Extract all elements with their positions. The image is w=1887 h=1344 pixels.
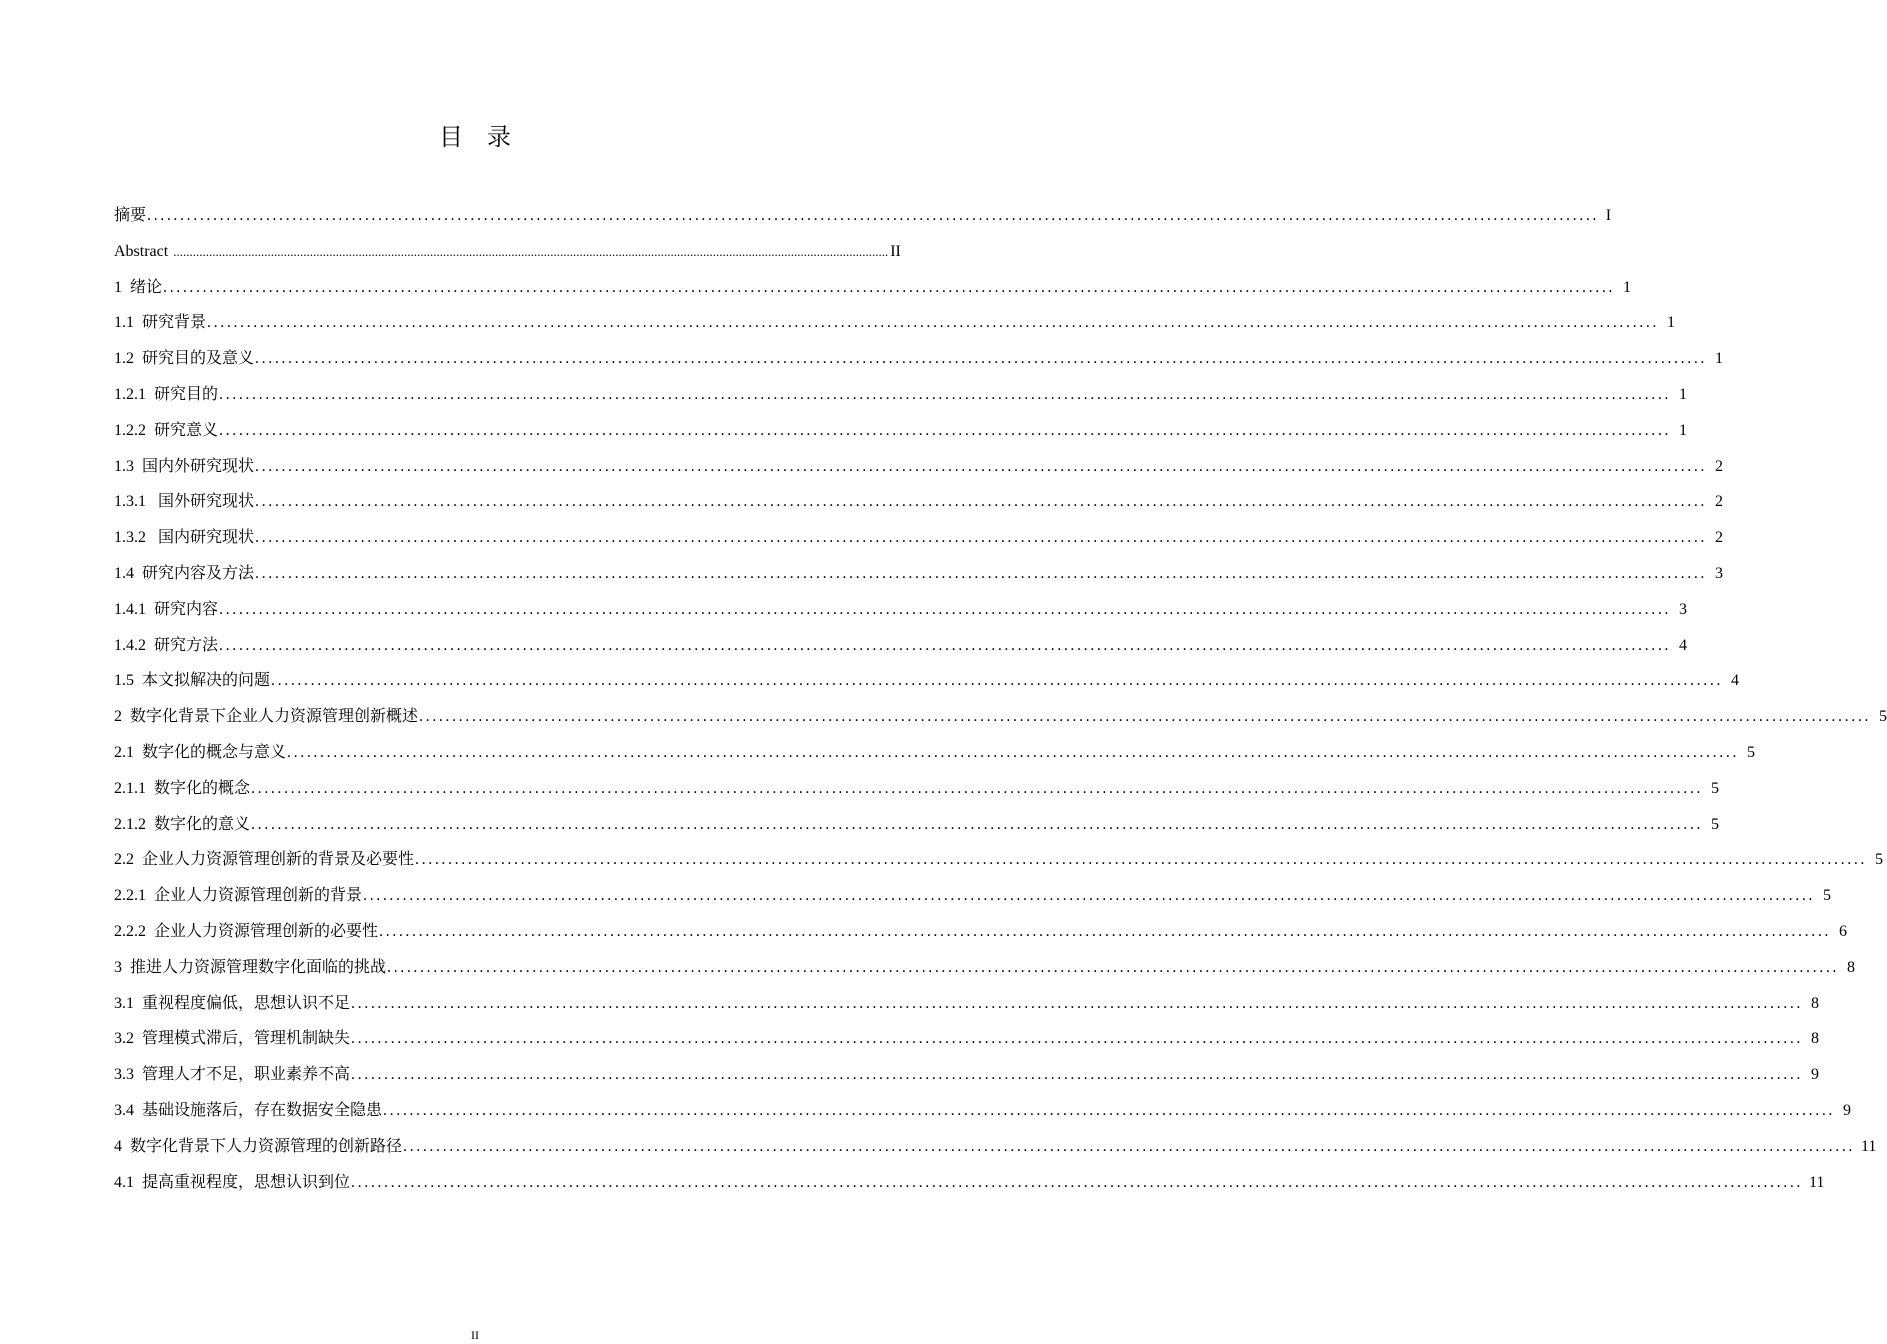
toc-entry-leader: ............................................................................................................................................................................................................................ [219, 600, 1672, 618]
toc-entry-title: 国外研究现状 [158, 493, 255, 511]
toc-entry-number: 1.4 [114, 564, 142, 582]
toc-entry-title: Abstract [114, 242, 173, 260]
toc-entry-page: 5 [1711, 815, 1720, 833]
toc-entry[interactable] [114, 878, 1832, 914]
toc-entry-page: 4 [1731, 672, 1740, 690]
toc-entry[interactable] [114, 305, 1676, 341]
toc-entry-title: 管理模式滞后，管理机制缺失 [142, 1030, 351, 1048]
toc-entry-number: 4 [114, 1137, 130, 1155]
page-title [0, 120, 950, 156]
toc-entry-page: 6 [1839, 922, 1848, 940]
toc-entry-number: 2 [114, 708, 130, 726]
toc-entry-page: 1 [1623, 278, 1632, 296]
toc-entry-number: 1.3.2 [114, 529, 158, 547]
toc-entry-page: 9 [1843, 1101, 1852, 1119]
title-part-1: 目 [439, 125, 463, 151]
toc-entry-page: 1 [1715, 350, 1724, 368]
toc-entry[interactable] [114, 592, 1688, 628]
toc-entry-number: 1.3.1 [114, 493, 158, 511]
toc-entry[interactable] [114, 699, 1887, 735]
toc-entry-title: 研究意义 [154, 421, 219, 439]
toc-entry-leader: ............................................................................................................................................................................................................................ [351, 994, 1804, 1012]
toc-entry-title: 推进人力资源管理数字化面临的挑战 [130, 958, 387, 976]
toc-entry-number: 2.1.2 [114, 815, 154, 833]
toc-entry-number: 2.2.1 [114, 887, 154, 905]
toc-entry-page: 5 [1823, 887, 1832, 905]
toc-entry-title: 重视程度偏低，思想认识不足 [142, 994, 351, 1012]
toc-entry-page: 2 [1715, 457, 1724, 475]
toc-entry-leader: ............................................................................................................................................................................................................................ [419, 708, 1872, 726]
toc-entry-page: 11 [1809, 1173, 1825, 1191]
toc-entry-leader: ............................................................................................................................................................................................................................ [383, 1101, 1836, 1119]
toc-entry-title: 国内外研究现状 [142, 457, 255, 475]
toc-entry-number: 1.2.1 [114, 385, 154, 403]
toc-entry-page: 11 [1861, 1137, 1877, 1155]
toc-entry[interactable] [114, 377, 1688, 413]
toc-entry[interactable] [114, 270, 1632, 306]
toc-entry-leader: ............................................................................................................................................................................................................................ [379, 922, 1832, 940]
toc-entry[interactable] [114, 234, 901, 270]
toc-entry-page: 1 [1679, 385, 1688, 403]
toc-entry-title: 企业人力资源管理创新的背景 [154, 887, 363, 905]
toc-entry-number: 1.5 [114, 672, 142, 690]
toc-entry-number: 1.1 [114, 314, 142, 332]
toc-entry-leader: ............................................................................................................................................................................................................................ [255, 457, 1708, 475]
toc-entry[interactable] [114, 1021, 1820, 1057]
toc-entry-page: 8 [1811, 1030, 1820, 1048]
toc-entry-page: 8 [1811, 994, 1820, 1012]
toc-entry[interactable] [114, 1057, 1820, 1093]
toc-entry-number: 1.4.2 [114, 636, 154, 654]
toc-entry-title: 管理人才不足，职业素养不高 [142, 1066, 351, 1084]
toc-entry[interactable] [114, 842, 1884, 878]
toc-entry-page: 9 [1811, 1066, 1820, 1084]
title-part-2: 录 [487, 125, 511, 151]
toc-entry-leader: ............................................................................................................................................................................................................................ [255, 350, 1708, 368]
toc-entry-page: 8 [1847, 958, 1856, 976]
toc-entry-leader: ............................................................................................................................................................................................................................ [255, 493, 1708, 511]
toc-entry-leader: ............................................................................................................................................................................................................................ [163, 278, 1616, 296]
toc-entry-number: 3.2 [114, 1030, 142, 1048]
toc-entry-title: 数字化背景下人力资源管理的创新路径 [130, 1137, 403, 1155]
toc-entry-title: 数字化的概念与意义 [142, 743, 287, 761]
toc-entry-number: 2.2 [114, 851, 142, 869]
footer-page-number: II [471, 1328, 479, 1342]
toc-entry-leader: ............................................................................................................................................................................................................................ [415, 851, 1868, 869]
toc-entry-leader: ............................................................................................................................................................................................................................ [147, 207, 1600, 224]
toc-entry-leader: ............................................................................................................................................................................................................................ [363, 887, 1816, 905]
toc-entry[interactable] [114, 735, 1756, 771]
toc-entry-number: 2.1.1 [114, 779, 154, 797]
toc-entry-title: 研究方法 [154, 636, 219, 654]
toc-entry-title: 研究背景 [142, 314, 207, 332]
toc-entry-number: 1.3 [114, 457, 142, 475]
toc-entry-page: 4 [1679, 636, 1688, 654]
toc-entry-leader: ............................................................................................................................................................................................................................ [255, 564, 1708, 582]
toc-entry-title: 摘要 [114, 207, 147, 224]
toc-entry-title: 研究内容 [154, 600, 219, 618]
toc-entry-title: 企业人力资源管理创新的背景及必要性 [142, 851, 415, 869]
toc-entry-leader: ............................................................................................................................................................................................................................ [351, 1030, 1804, 1048]
toc-entry[interactable] [114, 807, 1720, 843]
toc-entry-page: 2 [1715, 493, 1724, 511]
toc-entry-number: 4.1 [114, 1173, 142, 1191]
toc-entry-leader: ............................................................................................................................................................................................................................ [251, 779, 1704, 797]
toc-entry-title: 国内研究现状 [158, 529, 255, 547]
toc-entry-leader: ............................................................................................................................................................................................................................ [219, 421, 1672, 439]
toc-entry-title: 研究内容及方法 [142, 564, 255, 582]
toc-entry-page: 1 [1679, 421, 1688, 439]
toc-entry[interactable] [114, 1129, 1877, 1165]
toc-entry[interactable] [114, 663, 1740, 699]
toc-entry-leader: ............................................................................................................................................................................................................................ [287, 743, 1740, 761]
toc-entry-title: 数字化的意义 [154, 815, 251, 833]
toc-entry-title: 提高重视程度，思想认识到位 [142, 1173, 351, 1191]
toc-entry-number: 3.3 [114, 1066, 142, 1084]
toc-entry-title: 数字化的概念 [154, 779, 251, 797]
toc-entry-page: 1 [1667, 314, 1676, 332]
toc-entry-leader: ............................................................................................................................................................................................................................ [351, 1173, 1804, 1191]
toc-entry-leader: ............................................................................................................................................................................................................................ [255, 529, 1708, 547]
toc-entry-number: 2.2.2 [114, 922, 154, 940]
toc-entry-leader: ............................................................................................................................................................................................................................ [271, 672, 1724, 690]
toc-entry[interactable] [114, 1165, 1825, 1201]
toc-entry[interactable] [114, 484, 1724, 520]
toc-entry[interactable] [114, 914, 1848, 950]
toc-entry-number: 1.2 [114, 350, 142, 368]
toc-entry-page: 5 [1879, 708, 1887, 726]
toc-entry-title: 本文拟解决的问题 [142, 672, 271, 690]
toc-entry-leader: ............................................................................................................................................................................................................................ [219, 385, 1672, 403]
toc-entry-number: 3.1 [114, 994, 142, 1012]
toc-entry[interactable] [114, 341, 1724, 377]
toc-entry[interactable] [114, 198, 1612, 234]
toc-entry[interactable] [114, 628, 1688, 664]
toc-entry-title: 企业人力资源管理创新的必要性 [154, 922, 379, 940]
toc-entry-leader: ............................................................................................................................................................................................................................ [351, 1066, 1804, 1084]
toc-entry-leader: ............................................................................................................................................................................................................................ [251, 815, 1704, 833]
toc-entry-title: 研究目的及意义 [142, 350, 255, 368]
toc-entry-title: 数字化背景下企业人力资源管理创新概述 [130, 708, 419, 726]
toc-entry[interactable] [114, 1093, 1852, 1129]
toc-entry-page: 5 [1747, 743, 1756, 761]
toc-entry-leader: ............................................................................................................................................................................................................................ [403, 1137, 1856, 1155]
table-of-contents [114, 198, 1887, 1200]
toc-entry-leader: ............................................................................................................................................................................................................................ [387, 958, 1840, 976]
toc-entry[interactable] [114, 449, 1724, 485]
toc-entry[interactable] [114, 520, 1724, 556]
toc-entry-number: 1 [114, 278, 130, 296]
toc-entry[interactable] [114, 413, 1688, 449]
toc-entry-title: 基础设施落后，存在数据安全隐患 [142, 1101, 383, 1119]
toc-entry-leader: ............................................................................................................................................................................................................................ [207, 314, 1660, 332]
toc-entry-page: 5 [1711, 779, 1720, 797]
toc-entry[interactable] [114, 556, 1724, 592]
toc-entry-page: II [890, 242, 901, 260]
toc-entry-number: 3.4 [114, 1101, 142, 1119]
toc-entry-title: 研究目的 [154, 385, 219, 403]
toc-entry-page: 2 [1715, 529, 1724, 547]
toc-entry[interactable] [114, 986, 1820, 1022]
toc-entry-title: 绪论 [130, 278, 163, 296]
toc-entry[interactable] [114, 771, 1720, 807]
toc-entry-number: 1.4.1 [114, 600, 154, 618]
toc-entry-page: 5 [1875, 851, 1884, 869]
toc-entry-leader: ............................................................................................................................................................................................................................ [173, 243, 889, 259]
toc-entry-page: 3 [1679, 600, 1688, 618]
toc-entry[interactable] [114, 950, 1856, 986]
toc-entry-page: 3 [1715, 564, 1724, 582]
toc-entry-page: I [1605, 207, 1612, 224]
toc-entry-leader: ............................................................................................................................................................................................................................ [219, 636, 1672, 654]
toc-entry-number: 1.2.2 [114, 421, 154, 439]
toc-entry-number: 3 [114, 958, 130, 976]
toc-entry-number: 2.1 [114, 743, 142, 761]
